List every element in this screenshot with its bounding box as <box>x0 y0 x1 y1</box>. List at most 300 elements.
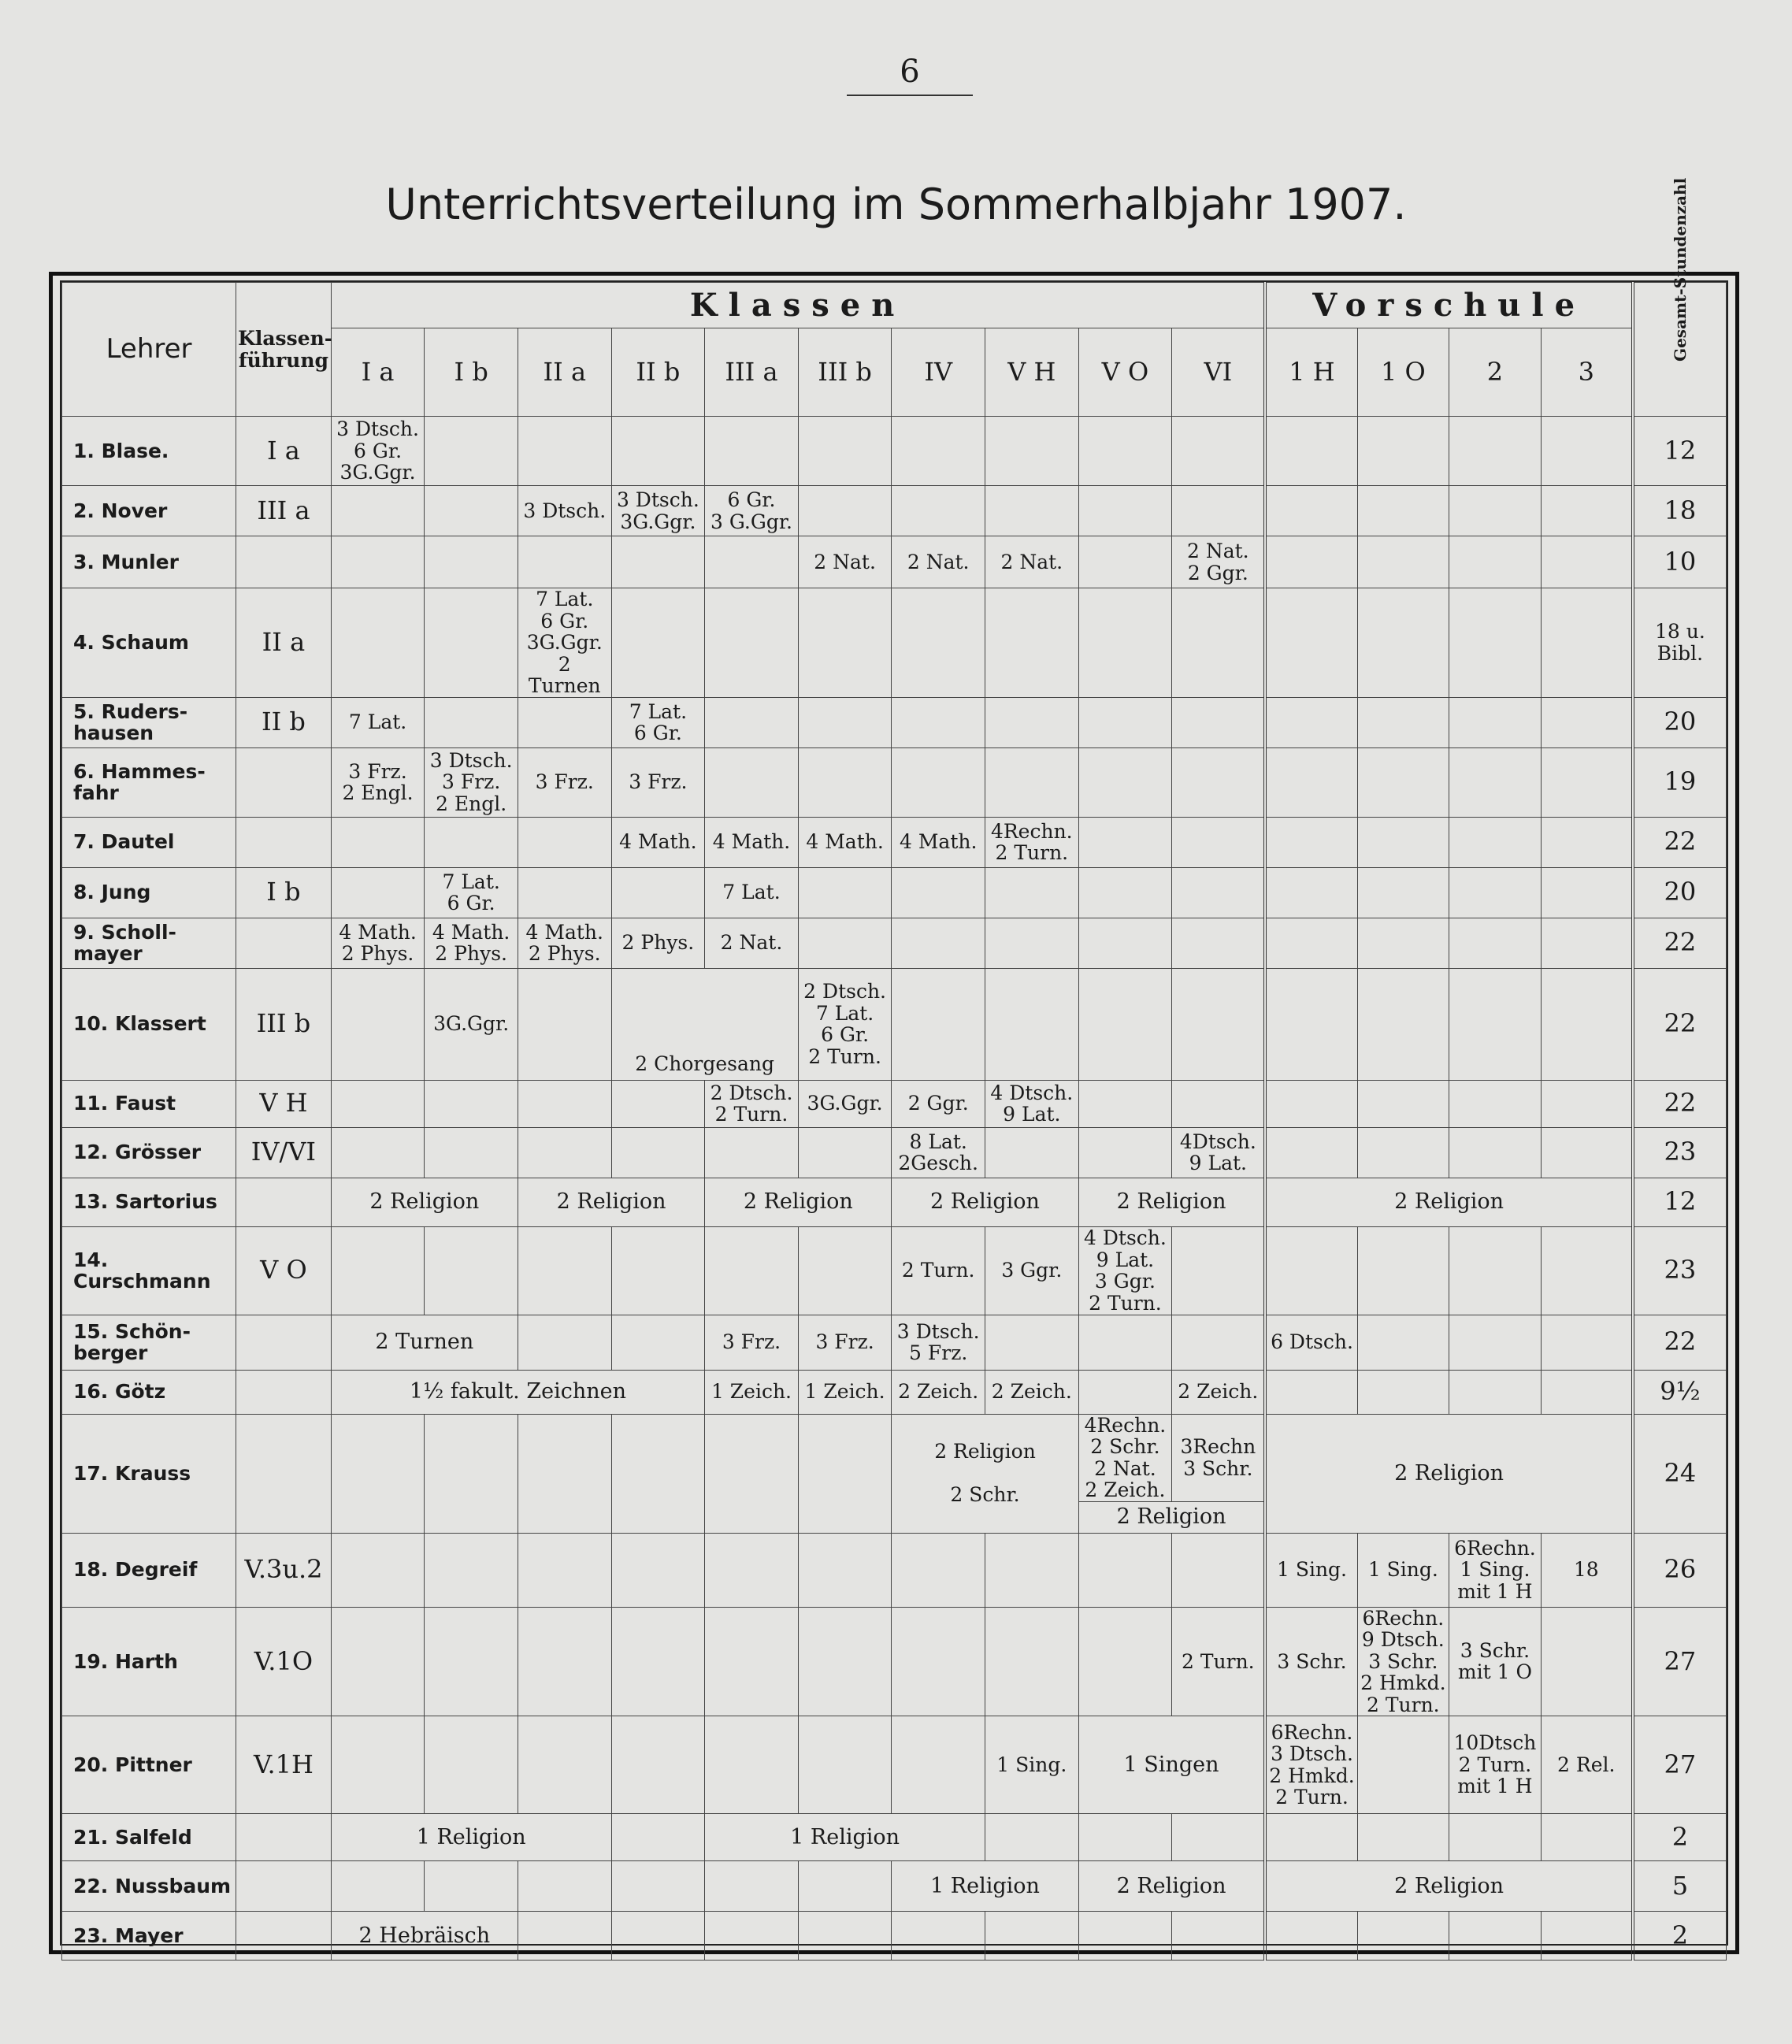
cell <box>1265 536 1357 588</box>
cell <box>1172 1533 1266 1607</box>
cell: 1 Zeich. <box>705 1370 799 1414</box>
cell <box>1265 697 1357 747</box>
cell <box>985 918 1079 968</box>
cell: 1½ fakult. Zeichnen <box>331 1370 704 1414</box>
header-class: V O <box>1078 328 1172 417</box>
header-class: VI <box>1172 328 1266 417</box>
cell <box>1172 1226 1266 1315</box>
class-lead: III a <box>236 486 332 536</box>
cell: 3G.Ggr. <box>798 1080 892 1127</box>
cell: 4 Math. <box>705 817 799 867</box>
cell <box>1541 1226 1633 1315</box>
cell <box>518 1716 611 1814</box>
cell: 3 Frz. <box>518 747 611 817</box>
cell: 2 Rel. <box>1541 1716 1633 1814</box>
cell <box>331 1861 425 1912</box>
cell <box>892 588 985 698</box>
class-lead <box>236 747 332 817</box>
cell <box>1541 817 1633 867</box>
cell: 1 Religion <box>705 1814 985 1861</box>
total-hours: 5 <box>1633 1861 1727 1912</box>
cell <box>1078 486 1172 536</box>
cell <box>611 536 705 588</box>
cell <box>331 486 425 536</box>
cell <box>611 1861 705 1912</box>
cell <box>892 1912 985 1961</box>
cell <box>1449 536 1542 588</box>
cell <box>425 486 518 536</box>
cell <box>985 968 1079 1080</box>
cell <box>331 1226 425 1315</box>
cell <box>1357 697 1449 747</box>
cell <box>611 1127 705 1178</box>
cell: 8 Lat. 2Gesch. <box>892 1127 985 1178</box>
class-lead: V O <box>236 1226 332 1315</box>
table-row <box>62 1414 1727 1501</box>
cell <box>425 1533 518 1607</box>
cell: 3Rechn 3 Schr. <box>1172 1414 1266 1501</box>
cell <box>798 588 892 698</box>
cell <box>1265 1912 1357 1961</box>
header-class: II a <box>518 328 611 417</box>
total-hours: 20 <box>1633 697 1727 747</box>
header-klassen-group: Klassen <box>331 283 1265 328</box>
cell <box>1449 867 1542 918</box>
class-lead <box>236 1814 332 1861</box>
cell: 2 Religion <box>1078 1501 1265 1533</box>
total-hours: 22 <box>1633 968 1727 1080</box>
cell <box>425 1080 518 1127</box>
cell <box>1172 1912 1266 1961</box>
teacher-name: 18. Degreif <box>62 1533 236 1607</box>
cell <box>518 697 611 747</box>
cell <box>1357 1315 1449 1370</box>
cell <box>518 968 611 1080</box>
total-hours: 2 <box>1633 1814 1727 1861</box>
cell <box>1172 817 1266 867</box>
cell <box>331 867 425 918</box>
teacher-name: 17. Krauss <box>62 1414 236 1533</box>
cell <box>705 536 799 588</box>
cell <box>1172 867 1266 918</box>
cell <box>798 747 892 817</box>
cell <box>1541 1315 1633 1370</box>
total-hours: 2 <box>1633 1912 1727 1961</box>
cell <box>705 1912 799 1961</box>
header-class: III b <box>798 328 892 417</box>
cell <box>1265 1080 1357 1127</box>
cell: 2 Religion <box>1265 1178 1632 1226</box>
header-lehrer: Lehrer <box>62 283 236 417</box>
total-hours: 18 <box>1633 486 1727 536</box>
cell <box>1265 1226 1357 1315</box>
cell: 2 Nat. 2 Ggr. <box>1172 536 1266 588</box>
cell <box>798 1607 892 1716</box>
table-row <box>62 867 1727 918</box>
cell <box>1265 486 1357 536</box>
cell <box>1449 918 1542 968</box>
page-number: 6 <box>900 54 920 90</box>
cell <box>425 817 518 867</box>
page-number-rule <box>847 95 973 96</box>
cell <box>1265 747 1357 817</box>
table-row <box>62 968 1727 1080</box>
cell <box>1357 1080 1449 1127</box>
teacher-name: 7. Dautel <box>62 817 236 867</box>
cell <box>1172 588 1266 698</box>
cell <box>705 1861 799 1912</box>
cell: 7 Lat. 6 Gr. 3G.Ggr. 2 Turnen <box>518 588 611 698</box>
cell <box>425 697 518 747</box>
cell <box>1265 417 1357 486</box>
cell <box>892 1716 985 1814</box>
cell <box>705 697 799 747</box>
cell <box>1541 417 1633 486</box>
teacher-name: 9. Scholl- mayer <box>62 918 236 968</box>
total-hours: 10 <box>1633 536 1727 588</box>
cell <box>611 1414 705 1533</box>
class-lead: V.3u.2 <box>236 1533 332 1607</box>
cell <box>798 918 892 968</box>
cell <box>798 417 892 486</box>
cell <box>1541 1080 1633 1127</box>
cell: 3 Dtsch. 3G.Ggr. <box>611 486 705 536</box>
cell: 2 Turn. <box>1172 1607 1266 1716</box>
cell: 2 Religion <box>892 1178 1078 1226</box>
teacher-name: 4. Schaum <box>62 588 236 698</box>
cell <box>1357 1716 1449 1814</box>
teacher-name: 22. Nussbaum <box>62 1861 236 1912</box>
cell <box>1172 968 1266 1080</box>
total-hours: 22 <box>1633 1315 1727 1370</box>
cell: 2 Religion <box>518 1178 704 1226</box>
cell <box>1078 417 1172 486</box>
cell: 3 Frz. <box>798 1315 892 1370</box>
cell <box>1541 867 1633 918</box>
cell <box>705 1127 799 1178</box>
cell: 2 Religion <box>331 1178 518 1226</box>
cell <box>1265 918 1357 968</box>
teacher-name: 20. Pittner <box>62 1716 236 1814</box>
cell <box>611 417 705 486</box>
total-hours: 19 <box>1633 747 1727 817</box>
header-vorschule-class: 2 <box>1449 328 1542 417</box>
cell: 3 Frz. 2 Engl. <box>331 747 425 817</box>
cell: 2 Religion <box>1265 1861 1632 1912</box>
cell <box>892 918 985 968</box>
cell: 4Rechn. 2 Turn. <box>985 817 1079 867</box>
total-hours: 18 u. Bibl. <box>1633 588 1727 698</box>
teacher-name: 14. Curschmann <box>62 1226 236 1315</box>
cell <box>331 1716 425 1814</box>
teacher-name: 5. Ruders- hausen <box>62 697 236 747</box>
cell <box>798 697 892 747</box>
cell <box>331 817 425 867</box>
cell <box>1172 1080 1266 1127</box>
table-row <box>62 1370 1727 1414</box>
total-hours: 27 <box>1633 1716 1727 1814</box>
cell <box>425 1861 518 1912</box>
class-lead <box>236 1178 332 1226</box>
cell <box>1357 1370 1449 1414</box>
cell <box>1265 588 1357 698</box>
table-row <box>62 1315 1727 1370</box>
class-lead <box>236 1315 332 1370</box>
header-class: II b <box>611 328 705 417</box>
cell <box>1357 968 1449 1080</box>
cell <box>705 1716 799 1814</box>
cell <box>985 588 1079 698</box>
header-class: III a <box>705 328 799 417</box>
header-vorschule-group: Vorschule <box>1265 283 1632 328</box>
cell: 2 Zeich. <box>1172 1370 1266 1414</box>
cell: 2 Religion <box>1078 1861 1265 1912</box>
cell <box>611 1716 705 1814</box>
cell <box>892 1607 985 1716</box>
header-class: V H <box>985 328 1079 417</box>
cell <box>1541 1127 1633 1178</box>
cell <box>985 1127 1079 1178</box>
table-row <box>62 1814 1727 1861</box>
cell <box>425 1607 518 1716</box>
cell <box>518 1080 611 1127</box>
table-row <box>62 1607 1727 1716</box>
cell: 4 Math. <box>892 817 985 867</box>
header-total-label: Gesamt-Stundenzahl <box>1670 177 1690 362</box>
cell <box>1449 1315 1542 1370</box>
cell <box>985 747 1079 817</box>
cell <box>798 1861 892 1912</box>
cell: 4 Math. 2 Phys. <box>518 918 611 968</box>
cell: 3 Schr. mit 1 O <box>1449 1607 1542 1716</box>
cell <box>518 1912 611 1961</box>
cell: 2 Hebräisch <box>331 1912 518 1961</box>
cell <box>331 968 425 1080</box>
cell <box>1265 817 1357 867</box>
cell <box>892 747 985 817</box>
cell <box>1449 1080 1542 1127</box>
cell <box>611 588 705 698</box>
class-lead: I b <box>236 867 332 918</box>
teacher-name: 2. Nover <box>62 486 236 536</box>
cell <box>425 1127 518 1178</box>
table-row <box>62 417 1727 486</box>
cell: 1 Sing. <box>985 1716 1079 1814</box>
table-row <box>62 486 1727 536</box>
cell <box>798 1912 892 1961</box>
cell <box>1449 1814 1542 1861</box>
cell <box>1357 588 1449 698</box>
page-title: Unterrichtsverteilung im Sommerhalbjahr 1907. <box>385 180 1407 229</box>
cell <box>425 1226 518 1315</box>
cell: 6Rechn. 9 Dtsch. 3 Schr. 2 Hmkd. 2 Turn. <box>1357 1607 1449 1716</box>
cell: 2 Ggr. <box>892 1080 985 1127</box>
cell <box>1449 486 1542 536</box>
cell <box>1078 1912 1172 1961</box>
class-lead: II a <box>236 588 332 698</box>
cell: 2 Dtsch. 7 Lat. 6 Gr. 2 Turn. <box>798 968 892 1080</box>
cell <box>1172 697 1266 747</box>
class-lead: III b <box>236 968 332 1080</box>
cell <box>1078 1127 1172 1178</box>
cell: 7 Lat. 6 Gr. <box>425 867 518 918</box>
teacher-name: 11. Faust <box>62 1080 236 1127</box>
table-row <box>62 1533 1727 1607</box>
cell <box>1357 918 1449 968</box>
cell: 3 Dtsch. <box>518 486 611 536</box>
total-hours: 23 <box>1633 1127 1727 1178</box>
cell <box>1541 1607 1633 1716</box>
cell: 4 Math. <box>611 817 705 867</box>
class-lead: I a <box>236 417 332 486</box>
teacher-name: 6. Hammes- fahr <box>62 747 236 817</box>
cell <box>1357 486 1449 536</box>
cell: 1 Religion <box>331 1814 611 1861</box>
cell: 2 Religion <box>1078 1178 1265 1226</box>
table-row <box>62 1127 1727 1178</box>
cell <box>705 1607 799 1716</box>
cell <box>611 867 705 918</box>
total-hours: 12 <box>1633 1178 1727 1226</box>
table-row <box>62 1080 1727 1127</box>
cell <box>1078 1080 1172 1127</box>
cell: 3 Schr. <box>1265 1607 1357 1716</box>
cell: 2 Nat. <box>798 536 892 588</box>
class-lead: V.1O <box>236 1607 332 1716</box>
cell: 1 Sing. <box>1357 1533 1449 1607</box>
cell: 2 Zeich. <box>892 1370 985 1414</box>
cell <box>705 588 799 698</box>
cell <box>425 1716 518 1814</box>
cell <box>985 1315 1079 1370</box>
cell <box>1078 1814 1172 1861</box>
cell <box>1078 817 1172 867</box>
cell <box>518 817 611 867</box>
cell <box>518 536 611 588</box>
cell <box>331 536 425 588</box>
cell <box>1541 536 1633 588</box>
cell <box>892 968 985 1080</box>
cell <box>1449 1226 1542 1315</box>
cell <box>1449 747 1542 817</box>
cell <box>1078 867 1172 918</box>
cell <box>1172 417 1266 486</box>
cell: 4 Math. 2 Phys. <box>425 918 518 968</box>
teacher-name: 12. Grösser <box>62 1127 236 1178</box>
cell <box>1449 417 1542 486</box>
cell <box>518 1607 611 1716</box>
cell: 2 Dtsch. 2 Turn. <box>705 1080 799 1127</box>
total-hours: 27 <box>1633 1607 1727 1716</box>
table-row <box>62 918 1727 968</box>
cell <box>611 1607 705 1716</box>
cell <box>611 1533 705 1607</box>
cell <box>798 1127 892 1178</box>
teacher-name: 1. Blase. <box>62 417 236 486</box>
teacher-name: 15. Schön- berger <box>62 1315 236 1370</box>
cell: 6 Gr. 3 G.Ggr. <box>705 486 799 536</box>
cell: 4Dtsch. 9 Lat. <box>1172 1127 1266 1178</box>
cell: 4 Dtsch. 9 Lat. 3 Ggr. 2 Turn. <box>1078 1226 1172 1315</box>
cell <box>1541 486 1633 536</box>
cell: 3 Dtsch. 3 Frz. 2 Engl. <box>425 747 518 817</box>
cell <box>798 1533 892 1607</box>
total-hours: 22 <box>1633 1080 1727 1127</box>
cell <box>798 1414 892 1533</box>
cell <box>1357 747 1449 817</box>
cell: 2 Phys. <box>611 918 705 968</box>
cell <box>1172 747 1266 817</box>
total-hours: 22 <box>1633 817 1727 867</box>
table-row <box>62 1226 1727 1315</box>
cell <box>1078 918 1172 968</box>
class-lead <box>236 1370 332 1414</box>
table-row <box>62 1861 1727 1912</box>
header-vorschule-class: 1 H <box>1265 328 1357 417</box>
table-row <box>62 1716 1727 1814</box>
cell <box>331 1080 425 1127</box>
table-row <box>62 1912 1727 1961</box>
cell: 2 Religion <box>1265 1414 1632 1533</box>
cell: 2 Religion <box>705 1178 892 1226</box>
class-lead: V.1H <box>236 1716 332 1814</box>
cell <box>518 1226 611 1315</box>
teacher-name: 16. Götz <box>62 1370 236 1414</box>
cell: 2 Religion 2 Schr. <box>892 1414 1078 1533</box>
cell <box>1449 588 1542 698</box>
cell <box>1357 867 1449 918</box>
cell <box>1078 1533 1172 1607</box>
header-vorschule-class: 1 O <box>1357 328 1449 417</box>
cell: 2 Nat. <box>705 918 799 968</box>
cell <box>425 536 518 588</box>
teacher-name: 23. Mayer <box>62 1912 236 1961</box>
cell <box>1078 588 1172 698</box>
table-row <box>62 588 1727 698</box>
teacher-name: 8. Jung <box>62 867 236 918</box>
cell: 2 Chorgesang <box>611 968 798 1080</box>
cell <box>1541 588 1633 698</box>
cell: 7 Lat. 6 Gr. <box>611 697 705 747</box>
class-lead <box>236 1861 332 1912</box>
cell: 1 Singen <box>1078 1716 1265 1814</box>
cell <box>985 1912 1079 1961</box>
cell: 7 Lat. <box>705 867 799 918</box>
cell <box>1541 1814 1633 1861</box>
cell <box>798 1716 892 1814</box>
cell <box>1541 1370 1633 1414</box>
total-hours: 26 <box>1633 1533 1727 1607</box>
cell <box>985 417 1079 486</box>
cell <box>705 1414 799 1533</box>
cell: 2 Turnen <box>331 1315 518 1370</box>
header-class: I a <box>331 328 425 417</box>
cell <box>1265 968 1357 1080</box>
class-lead: II b <box>236 697 332 747</box>
cell <box>1172 486 1266 536</box>
class-lead <box>236 1912 332 1961</box>
table-row <box>62 536 1727 588</box>
cell <box>985 697 1079 747</box>
cell <box>611 1080 705 1127</box>
cell <box>1357 1127 1449 1178</box>
cell <box>425 588 518 698</box>
cell <box>985 1533 1079 1607</box>
cell <box>798 1226 892 1315</box>
cell <box>331 588 425 698</box>
cell <box>425 417 518 486</box>
cell <box>985 1814 1079 1861</box>
